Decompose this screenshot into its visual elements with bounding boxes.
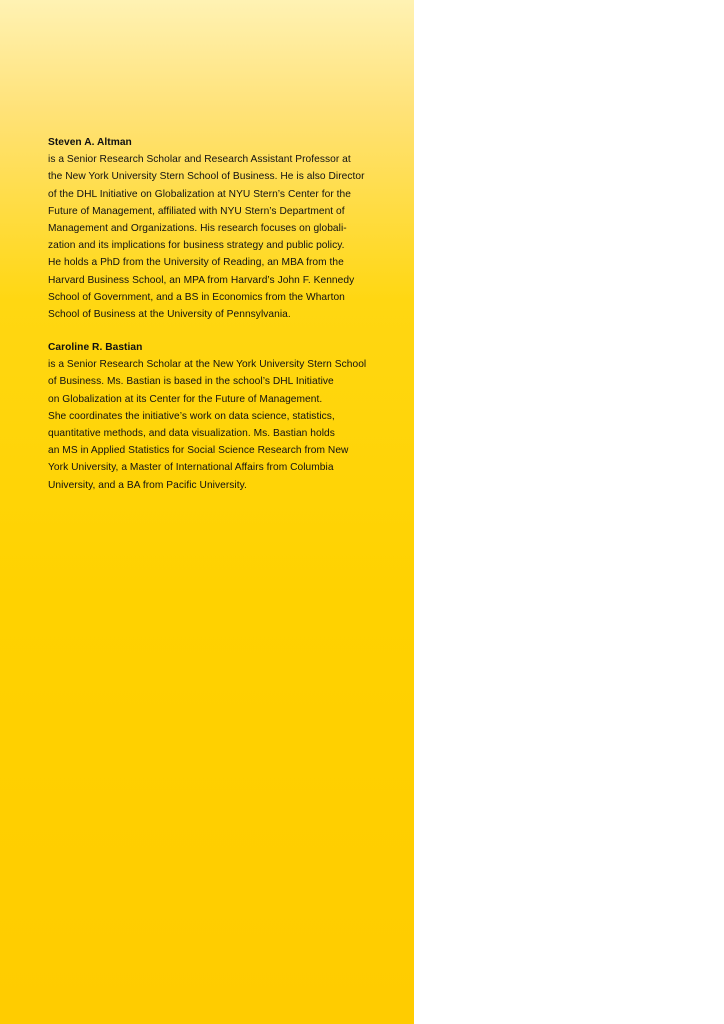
author-bio-bastian <box>48 339 388 494</box>
author-name: Caroline R. Bastian <box>48 342 143 353</box>
bio-text-line: Management and Organizations. His research focuses on globali- <box>48 223 347 235</box>
bio-text-line: zation and its implications for business strategy and public policy. <box>48 240 345 252</box>
bio-text-line: quantitative methods, and data visualization. Ms. Bastian holds <box>48 428 335 440</box>
bio-text-line: of Business. Ms. Bastian is based in the school’s DHL Initiative <box>48 376 334 388</box>
bio-text-line: is a Senior Research Scholar and Research Assistant Professor at <box>48 154 351 166</box>
bio-text-line: School of Government, and a BS in Economics from the Wharton <box>48 291 345 303</box>
bio-text-line: of the DHL Initiative on Globalization at NYU Stern’s Center for the <box>48 188 351 200</box>
bio-text-line: He holds a PhD from the University of Reading, an MBA from the <box>48 257 344 269</box>
bio-text-line: York University, a Master of International Affairs from Columbia <box>48 462 334 474</box>
bio-text-line: School of Business at the University of Pennsylvania. <box>48 309 291 321</box>
bio-text-line: University, and a BA from Pacific University. <box>48 479 247 491</box>
bio-text-line: Future of Management, affiliated with NYU Stern’s Department of <box>48 205 345 217</box>
author-name: Steven A. Altman <box>48 137 132 148</box>
blank-page-area <box>414 0 724 1024</box>
bio-text-line: the New York University Stern School of Business. He is also Director <box>48 171 365 183</box>
author-bio-altman <box>48 134 388 323</box>
bio-text-line: Harvard Business School, an MPA from Harvard’s John F. Kennedy <box>48 274 355 286</box>
bio-text-line: on Globalization at its Center for the Future of Management. <box>48 393 323 405</box>
bio-text-line: an MS in Applied Statistics for Social Science Research from New <box>48 445 349 457</box>
bio-text-line: is a Senior Research Scholar at the New York University Stern School <box>48 359 367 371</box>
bio-text-line: She coordinates the initiative’s work on data science, statistics, <box>48 410 335 422</box>
